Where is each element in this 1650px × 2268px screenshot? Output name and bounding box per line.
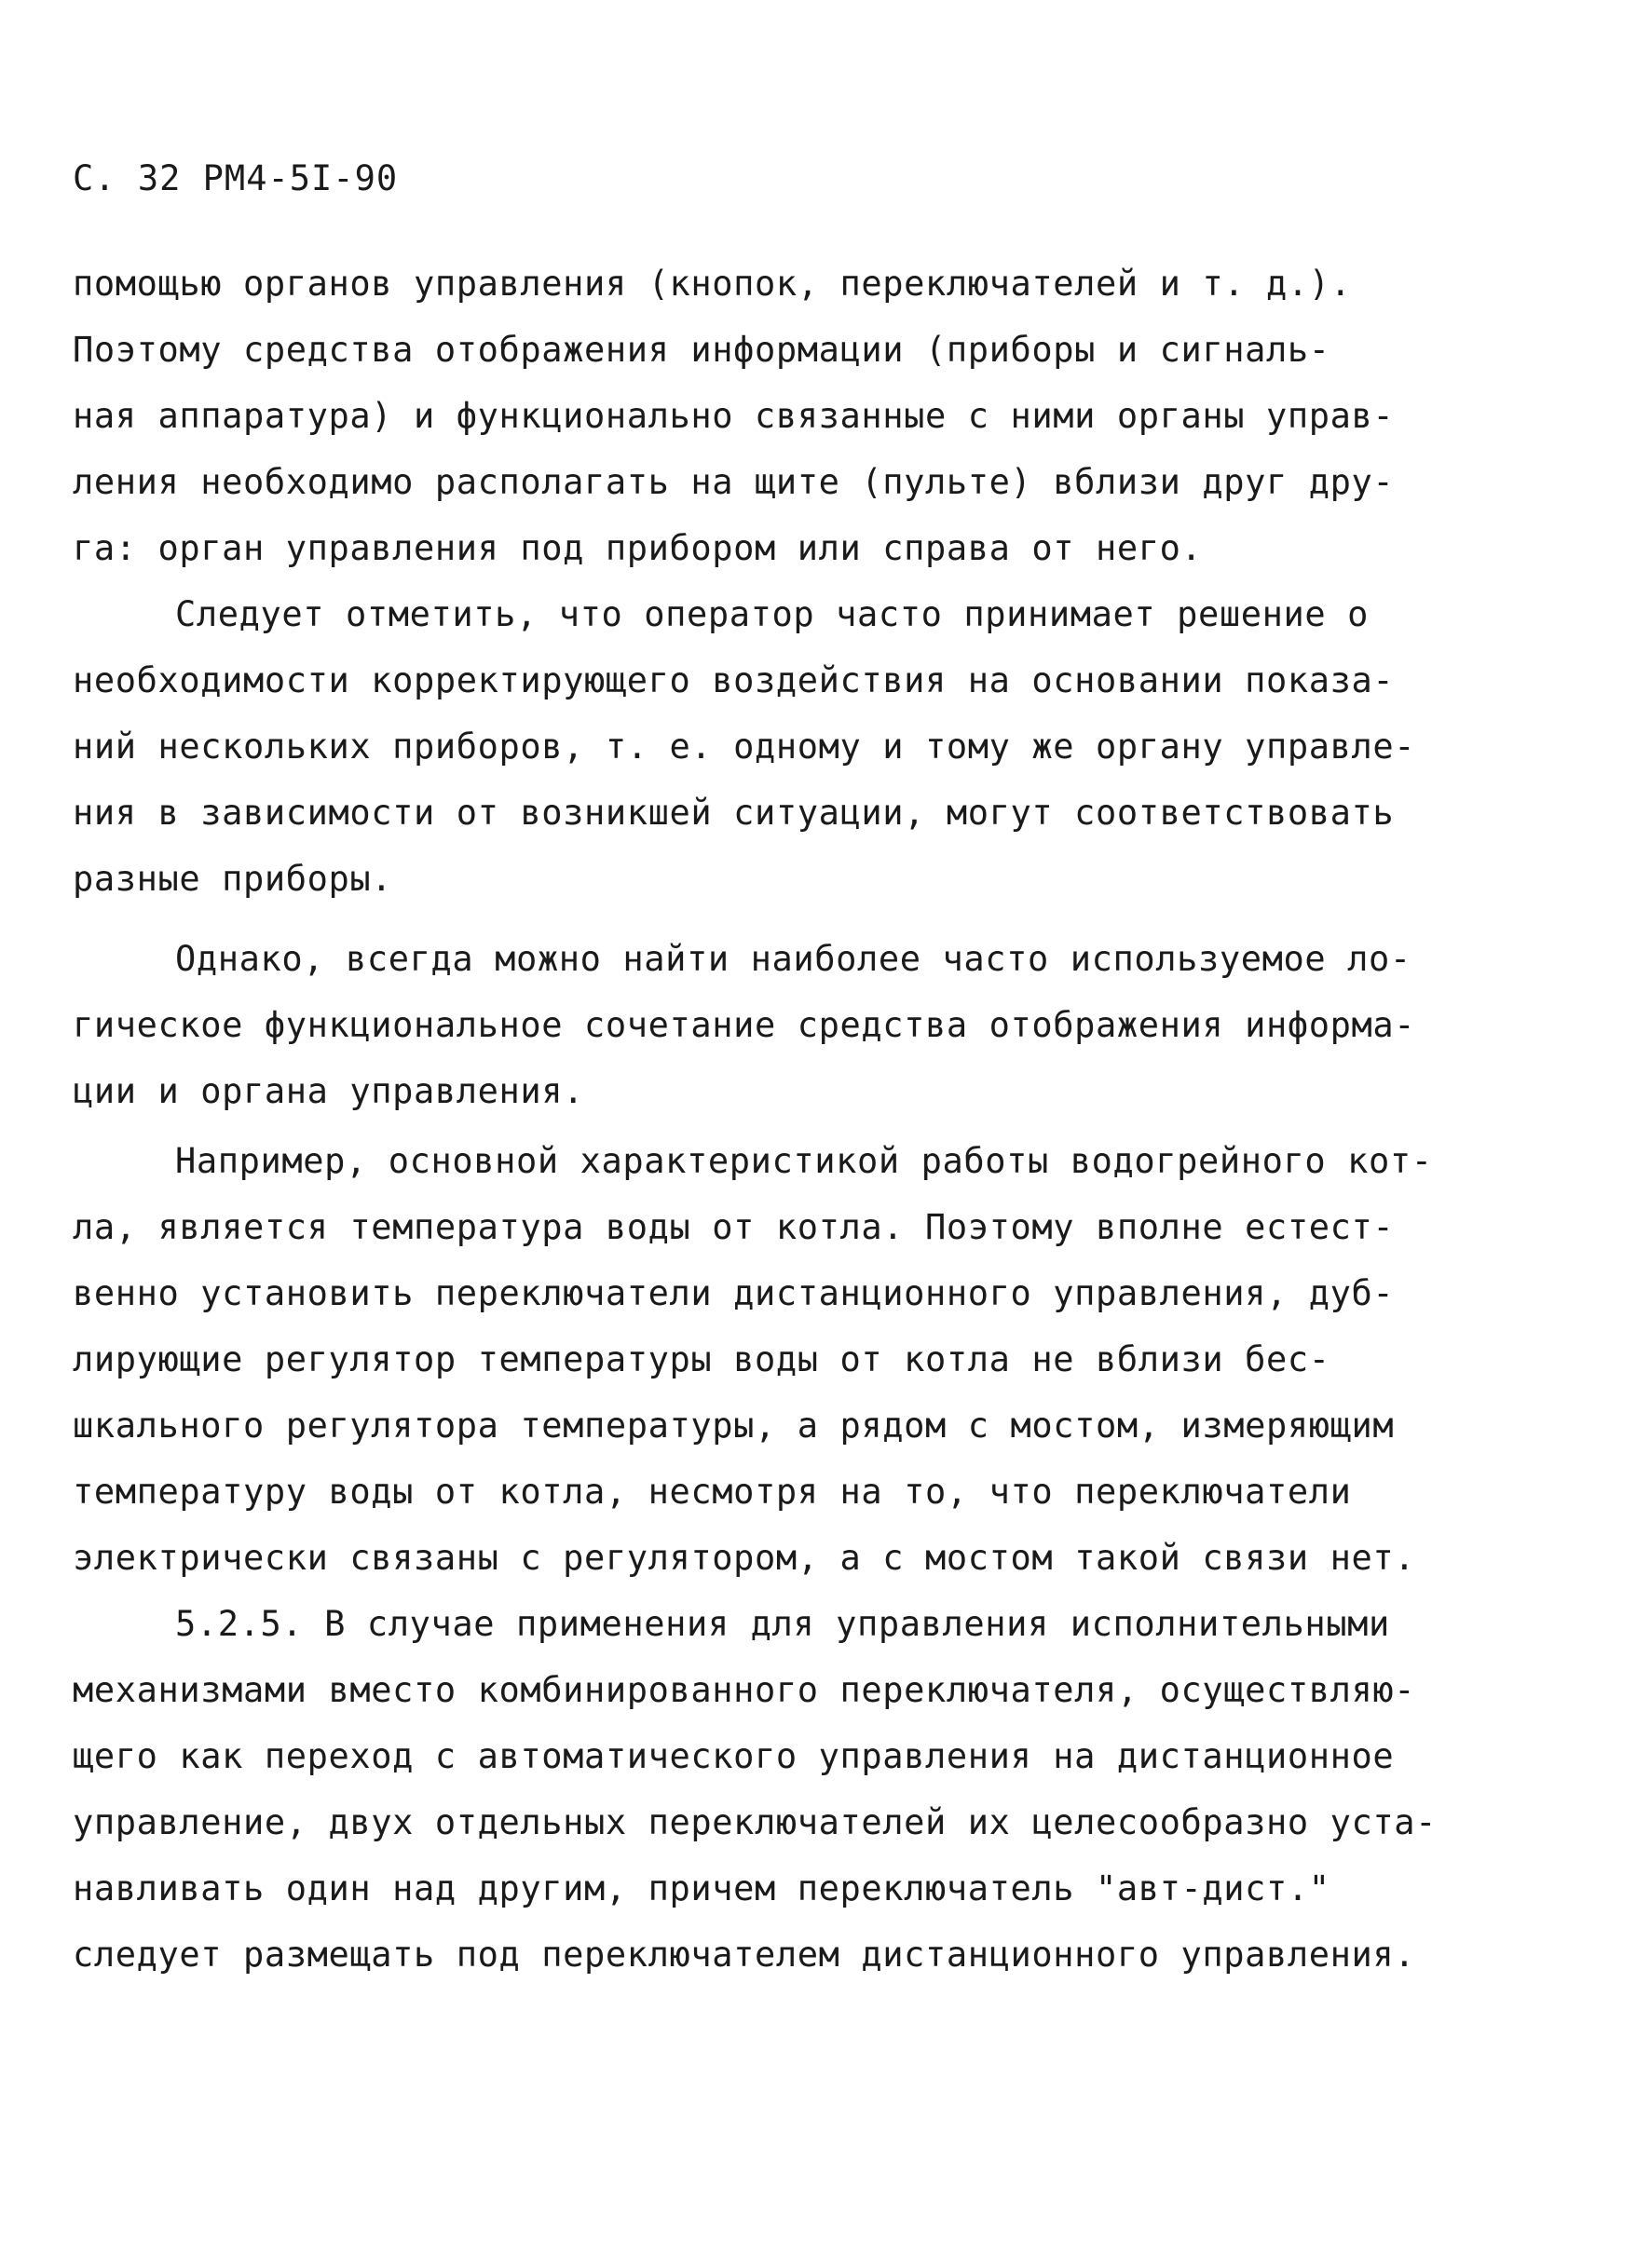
text-line: необходимости корректирующего воздействия на основании показа- bbox=[73, 660, 1395, 700]
text-line: электрически связаны с регулятором, а с мостом такой связи нет. bbox=[73, 1538, 1416, 1578]
text-line: ции и органа управления. bbox=[73, 1071, 585, 1111]
text-line: разные приборы. bbox=[73, 859, 393, 899]
text-line: механизмами вместо комбинированного переключателя, осуществляю- bbox=[73, 1670, 1416, 1710]
text-line: навливать один над другим, причем переключатель "авт-дист." bbox=[73, 1868, 1330, 1908]
text-line: ления необходимо располагать на щите (пульте) вблизи друг дру- bbox=[73, 462, 1395, 502]
text-line: Однако, всегда можно найти наиболее часто используемое ло- bbox=[175, 939, 1411, 979]
text-line: Поэтому средства отображения информации (приборы и сигналь- bbox=[73, 330, 1330, 370]
text-line: 5.2.5. В случае применения для управления исполнительными bbox=[175, 1604, 1390, 1644]
text-line: следует размещать под переключателем дистанционного управления. bbox=[73, 1935, 1416, 1975]
text-line: шкального регулятора температуры, а рядом с мостом, измеряющим bbox=[73, 1406, 1395, 1446]
text-line: щего как переход с автоматического управления на дистанционное bbox=[73, 1736, 1395, 1776]
text-line: ла, является температура воды от котла. Поэтому вполне естест- bbox=[73, 1207, 1395, 1247]
text-line: лирующие регулятор температуры воды от котла не вблизи бес- bbox=[73, 1339, 1330, 1379]
text-line: ний нескольких приборов, т. е. одному и тому же органу управле- bbox=[73, 727, 1416, 767]
page-header: С. 32 РМ4-5I-90 bbox=[73, 158, 399, 198]
text-line: ная аппаратура) и функционально связанные с ними органы управ- bbox=[73, 396, 1395, 436]
text-line: ния в зависимости от возникшей ситуации, могут соответствовать bbox=[73, 793, 1395, 833]
text-line: Например, основной характеристикой работы водогрейного кот- bbox=[175, 1141, 1433, 1181]
text-line: венно установить переключатели дистанционного управления, дуб- bbox=[73, 1273, 1395, 1313]
text-line: га: орган управления под прибором или справа от него. bbox=[73, 528, 1203, 568]
text-line: управление, двух отдельных переключателей их целесообразно уста- bbox=[73, 1802, 1438, 1842]
text-line: помощью органов управления (кнопок, переключателей и т. д.). bbox=[73, 264, 1352, 304]
text-line: температуру воды от котла, несмотря на то, что переключатели bbox=[73, 1472, 1352, 1512]
text-line: гическое функциональное сочетание средства отображения информа- bbox=[73, 1005, 1416, 1045]
text-line: Следует отметить, что оператор часто принимает решение о bbox=[175, 594, 1370, 634]
